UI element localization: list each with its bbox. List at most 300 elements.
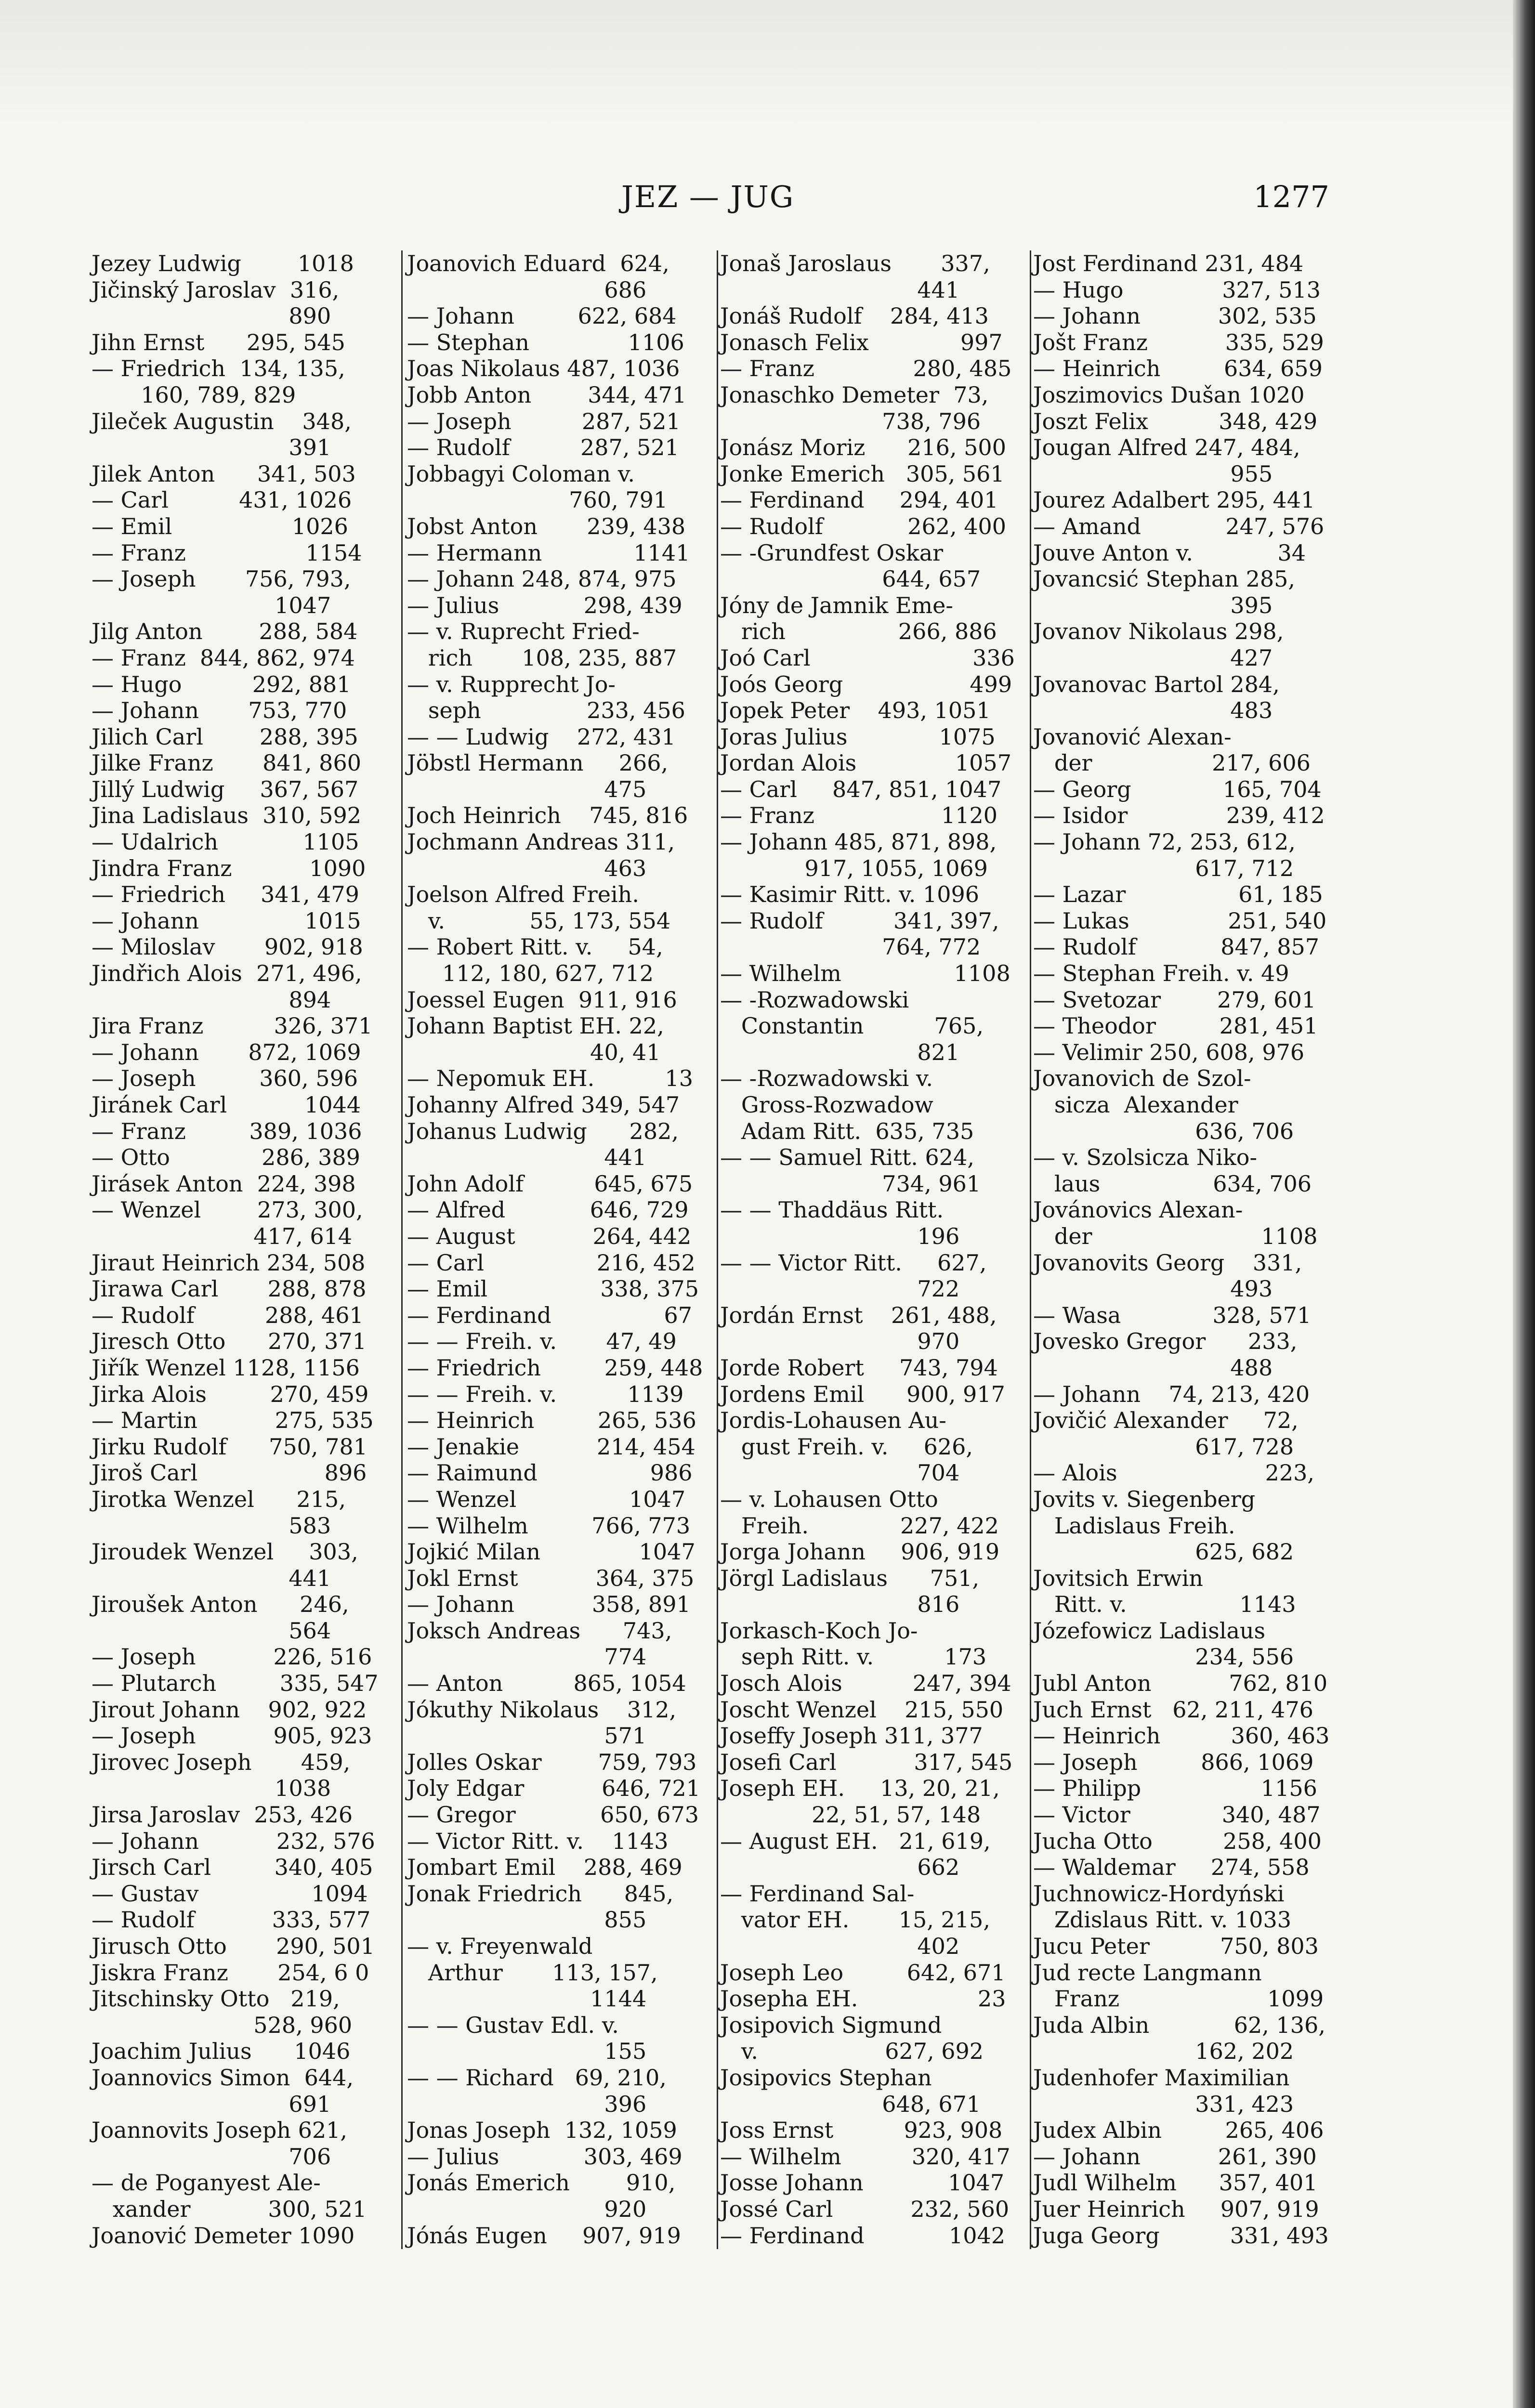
index-entry-line: Jonaš Jaroslaus 337, (720, 250, 990, 276)
index-entry-line: — v. Rupprecht Jo- (407, 671, 616, 697)
index-entry-line: — Kasimir Ritt. v. 1096 (720, 881, 980, 908)
index-entry-line: Joksch Andreas 743, (407, 1617, 672, 1644)
index-entry-line: — v. Ruprecht Fried- (407, 618, 640, 645)
index-entry-line: Jobb Anton 344, 471 (407, 381, 687, 408)
index-entry-line: — Julius 303, 469 (407, 2143, 682, 2170)
index-entry-line: 391 (92, 434, 331, 461)
index-entry-line: 475 (407, 776, 647, 802)
index-entry-line: — Ferdinand 1042 (720, 2222, 1006, 2249)
index-entry-line: — Stephan Freih. v. 49 (1033, 960, 1289, 987)
index-entry-line: — Alois 223, (1033, 1460, 1315, 1486)
index-entry-line: Jonász Moriz 216, 500 (720, 434, 1006, 461)
index-entry-line: — Joseph 226, 516 (92, 1644, 372, 1670)
index-entry-line: — Wilhelm 1108 (720, 960, 1010, 987)
index-entry-line: Joss Ernst 923, 908 (720, 2117, 1003, 2144)
index-entry-line: Joch Heinrich 745, 816 (407, 802, 688, 829)
index-entry-line: — Heinrich 634, 659 (1033, 355, 1323, 382)
index-entry-line: Ladislaus Freih. (1033, 1512, 1235, 1539)
index-columns (92, 250, 1334, 2249)
index-entry-line: — Johann 622, 684 (407, 303, 677, 329)
index-entry-line: — Ferdinand 67 (407, 1302, 693, 1328)
index-entry-line: Jirsa Jaroslav 253, 426 (92, 1802, 353, 1828)
index-entry-line: 112, 180, 627, 712 (407, 960, 654, 987)
index-entry-line: — Rudolf 847, 857 (1033, 934, 1320, 960)
index-entry-line: Constantin 765, (720, 1013, 984, 1039)
index-entry-line: — Johann 74, 213, 420 (1033, 1381, 1310, 1407)
index-entry-line: Jilich Carl 288, 395 (92, 723, 358, 750)
index-entry-line: 764, 772 (720, 934, 981, 960)
index-entry-line: — Waldemar 274, 558 (1033, 1854, 1310, 1881)
index-entry-line: Jordens Emil 900, 917 (720, 1381, 1005, 1407)
index-entry-line: 821 (720, 1039, 960, 1065)
index-column-2 (407, 250, 710, 2249)
index-entry-line: — Franz 280, 485 (720, 355, 1012, 382)
index-entry-line: 162, 202 (1033, 2038, 1294, 2065)
index-entry-line: v. 627, 692 (720, 2038, 984, 2065)
index-entry-line: — -Rozwadowski v. (720, 1065, 933, 1092)
index-entry-line: 894 (92, 986, 331, 1013)
index-entry-line: Johanny Alfred 349, 547 (407, 1092, 680, 1118)
index-entry-line: Jovanović Alexan- (1033, 723, 1232, 750)
index-entry-line: Josipovich Sigmund (720, 2012, 942, 2038)
index-entry-line: 617, 728 (1033, 1433, 1294, 1460)
index-entry-line: — Alfred 646, 729 (407, 1197, 689, 1223)
index-entry-line: — Anton 865, 1054 (407, 1670, 686, 1697)
index-entry-line: Jóny de Jamnik Eme- (720, 592, 953, 618)
index-entry-line: v. 55, 173, 554 (407, 907, 671, 934)
index-column-3 (720, 250, 1023, 2249)
index-entry-line: Jorde Robert 743, 794 (720, 1354, 998, 1381)
index-entry-line: — Johann 753, 770 (92, 697, 347, 724)
index-entry-line: Arthur 113, 157, (407, 1959, 658, 1986)
index-entry-line: Jovitsich Erwin (1033, 1565, 1203, 1591)
index-entry-line: Jiresch Otto 270, 371 (92, 1328, 367, 1355)
index-entry-line: Juchnowicz-Hordyński (1033, 1880, 1285, 1907)
index-entry-line: Jihn Ernst 295, 545 (92, 329, 345, 355)
index-entry-line: — Martin 275, 535 (92, 1407, 374, 1434)
index-entry-line: Judl Wilhelm 357, 401 (1033, 2170, 1318, 2196)
index-entry-line: Jirku Rudolf 750, 781 (92, 1433, 367, 1460)
index-entry-line: Jovanovac Bartol 284, (1033, 671, 1280, 697)
index-entry-line: — Rudolf 333, 577 (92, 1907, 371, 1933)
index-entry-line: Franz 1099 (1033, 1986, 1324, 2012)
index-entry-line: — — Freih. v. 1139 (407, 1381, 684, 1407)
index-entry-line: 890 (92, 303, 331, 329)
index-entry-line: 427 (1033, 644, 1273, 671)
index-entry-line: Juch Ernst 62, 211, 476 (1033, 1696, 1313, 1723)
index-entry-line: 583 (92, 1512, 331, 1539)
index-entry-line: — de Poganyest Ale- (92, 2170, 321, 2196)
index-entry-line: Jucu Peter 750, 803 (1033, 1933, 1319, 1959)
index-entry-line: Jourez Adalbert 295, 441 (1033, 487, 1315, 513)
index-entry-line: — Johann 248, 874, 975 (407, 566, 677, 592)
index-entry-line: Judex Albin 265, 406 (1033, 2117, 1324, 2144)
index-entry-line: — Johann 72, 253, 612, (1033, 829, 1296, 855)
index-entry-line: 691 (92, 2091, 331, 2117)
index-entry-line: — Otto 286, 389 (92, 1144, 360, 1171)
index-entry-line: Joó Carl 336 (720, 644, 1015, 671)
index-entry-line: Joszt Felix 348, 429 (1033, 408, 1318, 434)
index-entry-line: — Velimir 250, 608, 976 (1033, 1039, 1305, 1065)
index-entry-line: — Theodor 281, 451 (1033, 1013, 1318, 1039)
index-entry-line: — — Victor Ritt. 627, (720, 1249, 987, 1276)
index-entry-line: — Lazar 61, 185 (1033, 881, 1323, 908)
index-entry-line: der 217, 606 (1033, 750, 1311, 776)
index-entry-line: Joszimovics Dušan 1020 (1033, 381, 1305, 408)
index-entry-line: — — Freih. v. 47, 49 (407, 1328, 677, 1355)
column-divider (401, 250, 403, 2249)
index-entry-line: — -Grundfest Oskar (720, 539, 944, 566)
index-entry-line: — -Rozwadowski (720, 986, 909, 1013)
index-entry-line: Juda Albin 62, 136, (1033, 2012, 1325, 2038)
index-entry-line: Jonaschko Demeter 73, (720, 381, 989, 408)
index-entry-line: Freih. 227, 422 (720, 1512, 999, 1539)
index-entry-line: — Franz 1154 (92, 539, 362, 566)
index-entry-line: — Miloslav 902, 918 (92, 934, 363, 960)
index-entry-line: Jirka Alois 270, 459 (92, 1381, 369, 1407)
index-entry-line: Jubl Anton 762, 810 (1033, 1670, 1328, 1697)
index-entry-line: — v. Lohausen Otto (720, 1486, 938, 1512)
running-head: JEZ — JUG (621, 179, 795, 214)
index-entry-line: Jirovec Joseph 459, (92, 1749, 351, 1775)
index-entry-line: Joós Georg 499 (720, 671, 1012, 697)
index-entry-line: — Rudolf 262, 400 (720, 513, 1007, 539)
index-entry-line: 1047 (92, 592, 331, 618)
index-entry-line: — August EH. 21, 619, (720, 1828, 991, 1854)
index-entry-line: 493 (1033, 1276, 1273, 1302)
index-entry-line: rich 266, 886 (720, 618, 997, 645)
index-entry-line: Jirout Johann 902, 922 (92, 1696, 367, 1723)
index-entry-line: Jošt Franz 335, 529 (1033, 329, 1324, 355)
index-entry-line: laus 634, 706 (1033, 1170, 1312, 1197)
column-divider (1030, 250, 1031, 2249)
index-entry-line: Jochmann Andreas 311, (407, 829, 675, 855)
index-entry-line: Juga Georg 331, 493 (1033, 2222, 1329, 2249)
index-entry-line: Jonke Emerich 305, 561 (720, 460, 1005, 487)
index-entry-line: Josch Alois 247, 394 (720, 1670, 1011, 1697)
index-entry-line: Jirawa Carl 288, 878 (92, 1276, 367, 1302)
index-entry-line: — Raimund 986 (407, 1460, 693, 1486)
index-entry-line: Jovanovich de Szol- (1033, 1065, 1251, 1092)
index-entry-line: 734, 961 (720, 1170, 981, 1197)
index-entry-line: — — Richard 69, 210, (407, 2064, 667, 2091)
index-entry-line: Jovánovics Alexan- (1033, 1197, 1243, 1223)
index-entry-line: Jilg Anton 288, 584 (92, 618, 358, 645)
index-entry-line: — v. Freyenwald (407, 1933, 593, 1959)
index-entry-line: 40, 41 (407, 1039, 661, 1065)
index-entry-line: Jordan Alois 1057 (720, 750, 1011, 776)
index-entry-line: — Johann 872, 1069 (92, 1039, 361, 1065)
index-entry-line: Jucha Otto 258, 400 (1033, 1828, 1322, 1854)
index-entry-line: Jiroudek Wenzel 303, (92, 1539, 358, 1565)
index-entry-line: 816 (720, 1591, 960, 1618)
index-entry-line: 463 (407, 855, 647, 881)
index-column-4 (1033, 250, 1337, 2249)
index-entry-line: 686 (407, 276, 647, 303)
index-entry-line: Jezey Ludwig 1018 (92, 250, 354, 276)
index-entry-line: Joannovics Simon 644, (92, 2064, 354, 2091)
index-entry-line: — Carl 847, 851, 1047 (720, 776, 1002, 802)
index-entry-line: 917, 1055, 1069 (720, 855, 988, 881)
index-entry-line: 160, 789, 829 (92, 381, 296, 408)
index-entry-line: — August 264, 442 (407, 1223, 692, 1249)
index-entry-line: sicza Alexander (1033, 1092, 1238, 1118)
index-entry-line: 738, 796 (720, 408, 981, 434)
index-entry-line: — — Ludwig 272, 431 (407, 723, 676, 750)
index-entry-line: 564 (92, 1617, 331, 1644)
index-entry-line: — Johann 261, 390 (1033, 2143, 1317, 2170)
index-entry-line: Zdislaus Ritt. v. 1033 (1033, 1907, 1291, 1933)
index-entry-line: — Emil 338, 375 (407, 1276, 699, 1302)
index-entry-line: Adam Ritt. 635, 735 (720, 1118, 974, 1144)
index-entry-line: Joseph EH. 13, 20, 21, (720, 1775, 1000, 1802)
index-entry-line: Josse Johann 1047 (720, 2170, 1005, 2196)
index-entry-line: — Nepomuk EH. 13 (407, 1065, 694, 1092)
index-entry-line: — Joseph 905, 923 (92, 1723, 372, 1749)
index-entry-line: 1038 (92, 1775, 331, 1802)
page-number: 1277 (1253, 179, 1329, 214)
index-entry-line: — Isidor 239, 412 (1033, 802, 1325, 829)
index-entry-line: Jorkasch-Koch Jo- (720, 1617, 918, 1644)
index-entry-line: 483 (1033, 697, 1273, 724)
index-entry-line: Jouve Anton v. 34 (1033, 539, 1306, 566)
index-entry-line: — Friedrich 341, 479 (92, 881, 359, 908)
index-entry-line: Joanović Demeter 1090 (92, 2222, 355, 2249)
index-entry-line: Johann Baptist EH. 22, (407, 1013, 664, 1039)
index-entry-line: Joseph Leo 642, 671 (720, 1959, 1006, 1986)
index-entry-line: Jorga Johann 906, 919 (720, 1539, 1000, 1565)
index-entry-line: 774 (407, 1644, 647, 1670)
index-entry-line: Joseffy Joseph 311, 377 (720, 1723, 983, 1749)
index-column-1 (92, 250, 395, 2249)
index-entry-line: Jossé Carl 232, 560 (720, 2196, 1010, 2222)
index-entry-line: — Friedrich 134, 135, (92, 355, 345, 382)
index-entry-line: 528, 960 (92, 2012, 353, 2038)
index-entry-line: Jonak Friedrich 845, (407, 1880, 674, 1907)
index-entry-line: Jovesko Gregor 233, (1033, 1328, 1298, 1355)
index-entry-line: 441 (720, 276, 960, 303)
index-entry-line: Jirotka Wenzel 215, (92, 1486, 346, 1512)
index-entry-line: — Heinrich 360, 463 (1033, 1723, 1330, 1749)
index-entry-line: 955 (1033, 460, 1273, 487)
index-entry-line: 706 (92, 2143, 331, 2170)
index-entry-line: Jost Ferdinand 231, 484 (1033, 250, 1304, 276)
index-entry-line: — Joseph 866, 1069 (1033, 1749, 1314, 1775)
index-entry-line: Jirsch Carl 340, 405 (92, 1854, 373, 1881)
index-entry-line: Jougan Alfred 247, 484, (1033, 434, 1300, 461)
index-entry-line: — Rudolf 288, 461 (92, 1302, 364, 1328)
index-entry-line: 855 (407, 1907, 647, 1933)
index-entry-line: Jobbagyi Coloman v. (407, 460, 635, 487)
index-entry-line: Jojkić Milan 1047 (407, 1539, 695, 1565)
index-entry-line: Jörgl Ladislaus 751, (720, 1565, 980, 1591)
index-entry-line: — Robert Ritt. v. 54, (407, 934, 663, 960)
index-entry-line: Jókuthy Nikolaus 312, (407, 1696, 677, 1723)
index-entry-line: 488 (1033, 1354, 1273, 1381)
index-entry-line: John Adolf 645, 675 (407, 1170, 693, 1197)
index-entry-line: — Franz 844, 862, 974 (92, 644, 355, 671)
index-entry-line: Jiřík Wenzel 1128, 1156 (92, 1354, 360, 1381)
index-entry-line: — — Gustav Edl. v. (407, 2012, 619, 2038)
index-entry-line: Jonáš Rudolf 284, 413 (720, 303, 989, 329)
index-entry-line: 970 (720, 1328, 960, 1355)
index-entry-line: — Hermann 1141 (407, 539, 690, 566)
index-entry-line: — — Thaddäus Ritt. (720, 1197, 944, 1223)
index-entry-line: — Jenakie 214, 454 (407, 1433, 695, 1460)
page-header (92, 179, 1329, 218)
index-entry-line: Gross-Rozwadow (720, 1092, 933, 1118)
index-entry-line: — Wilhelm 320, 417 (720, 2143, 1010, 2170)
index-entry-line: 396 (407, 2091, 647, 2117)
index-entry-line: — Lukas 251, 540 (1033, 907, 1327, 934)
index-entry-line: — Victor 340, 487 (1033, 1802, 1321, 1828)
index-entry-line: — Hugo 327, 513 (1033, 276, 1321, 303)
index-entry-line: Joessel Eugen 911, 916 (407, 986, 677, 1013)
index-entry-line: — Johann 485, 871, 898, (720, 829, 997, 855)
index-entry-line: Joras Julius 1075 (720, 723, 996, 750)
index-entry-line: 155 (407, 2038, 647, 2065)
index-entry-line: — Gustav 1094 (92, 1880, 368, 1907)
index-entry-line: — Johann 232, 576 (92, 1828, 375, 1854)
index-entry-line: Jiroušek Anton 246, (92, 1591, 349, 1618)
index-entry-line: der 1108 (1033, 1223, 1318, 1249)
index-entry-line: — Friedrich 259, 448 (407, 1354, 703, 1381)
index-entry-line: 22, 51, 57, 148 (720, 1802, 981, 1828)
index-entry-line: Jirásek Anton 224, 398 (92, 1170, 356, 1197)
index-entry-line: Jilke Franz 841, 860 (92, 750, 361, 776)
index-entry-line: — Heinrich 265, 536 (407, 1407, 696, 1434)
index-entry-line: Jitschinsky Otto 219, (92, 1986, 340, 2012)
index-entry-line: 722 (720, 1276, 960, 1302)
index-entry-line: 625, 682 (1033, 1539, 1294, 1565)
index-entry-line: — Joseph 756, 793, (92, 566, 351, 592)
index-entry-line: — Franz 1120 (720, 802, 998, 829)
index-entry-line: 196 (720, 1223, 960, 1249)
index-entry-line: Jovanovits Georg 331, (1033, 1249, 1302, 1276)
index-entry-line: — Svetozar 279, 601 (1033, 986, 1316, 1013)
index-entry-line: Józefowicz Ladislaus (1033, 1617, 1266, 1644)
index-entry-line: — Victor Ritt. v. 1143 (407, 1828, 669, 1854)
index-entry-line: Jovanov Nikolaus 298, (1033, 618, 1284, 645)
index-entry-line: Jillý Ludwig 367, 567 (92, 776, 359, 802)
index-entry-line: Joanovich Eduard 624, (407, 250, 669, 276)
index-entry-line: Jopek Peter 493, 1051 (720, 697, 991, 724)
index-entry-line: Jiraut Heinrich 234, 508 (92, 1249, 366, 1276)
index-entry-line: Johanus Ludwig 282, (407, 1118, 679, 1144)
index-entry-line: 704 (720, 1460, 960, 1486)
index-entry-line: Jordán Ernst 261, 488, (720, 1302, 997, 1328)
index-entry-line: — Rudolf 341, 397, (720, 907, 999, 934)
index-entry-line: — Johann 302, 535 (1033, 303, 1317, 329)
index-entry-line: 402 (720, 1933, 960, 1959)
index-entry-line: — Wenzel 1047 (407, 1486, 686, 1512)
index-entry-line: Joelson Alfred Freih. (407, 881, 639, 908)
index-entry-line: Jovancsić Stephan 285, (1033, 566, 1296, 592)
index-entry-line: — — Samuel Ritt. 624, (720, 1144, 974, 1171)
index-entry-line: — v. Szolsicza Niko- (1033, 1144, 1257, 1171)
index-entry-line: Josipovics Stephan (720, 2064, 932, 2091)
index-entry-line: — Franz 389, 1036 (92, 1118, 362, 1144)
index-entry-line: — Philipp 1156 (1033, 1775, 1317, 1802)
index-entry-line: — Georg 165, 704 (1033, 776, 1322, 802)
index-entry-line: 648, 671 (720, 2091, 981, 2117)
index-entry-line: Jovičić Alexander 72, (1033, 1407, 1299, 1434)
index-entry-line: Joannovits Joseph 621, (92, 2117, 347, 2144)
index-entry-line: Joas Nikolaus 487, 1036 (407, 355, 680, 382)
index-entry-line: 331, 423 (1033, 2091, 1294, 2117)
index-entry-line: Jonasch Felix 997 (720, 329, 1003, 355)
index-entry-line: Jindřich Alois 271, 496, (92, 960, 362, 987)
index-entry-line: Jirusch Otto 290, 501 (92, 1933, 375, 1959)
index-entry-line: Jiroš Carl 896 (92, 1460, 367, 1486)
index-entry-line: — Julius 298, 439 (407, 592, 682, 618)
index-entry-line: — Carl 216, 452 (407, 1249, 695, 1276)
index-entry-line: rich 108, 235, 887 (407, 644, 677, 671)
index-entry-line: Jonás Emerich 910, (407, 2170, 676, 2196)
index-entry-line: — Carl 431, 1026 (92, 487, 352, 513)
index-entry-line: vator EH. 15, 215, (720, 1907, 990, 1933)
index-entry-line: 617, 712 (1033, 855, 1294, 881)
index-entry-line: Jiránek Carl 1044 (92, 1092, 361, 1118)
index-entry-line: Jöbstl Hermann 266, (407, 750, 669, 776)
index-entry-line: 571 (407, 1723, 647, 1749)
index-entry-line: — Wenzel 273, 300, (92, 1197, 363, 1223)
index-entry-line: 234, 556 (1033, 1644, 1294, 1670)
index-entry-line: Jilek Anton 341, 503 (92, 460, 356, 487)
index-entry-line: seph Ritt. v. 173 (720, 1644, 987, 1670)
index-entry-line: Jonas Joseph 132, 1059 (407, 2117, 677, 2144)
index-entry-line: xander 300, 521 (92, 2196, 367, 2222)
index-entry-line: — Wasa 328, 571 (1033, 1302, 1312, 1328)
index-entry-line: — Stephan 1106 (407, 329, 684, 355)
index-entry-line: 662 (720, 1854, 960, 1881)
index-entry-line: Jičinský Jaroslav 316, (92, 276, 340, 303)
index-entry-line: Joscht Wenzel 215, 550 (720, 1696, 1004, 1723)
index-entry-line: Josefi Carl 317, 545 (720, 1749, 1013, 1775)
index-entry-line: — Emil 1026 (92, 513, 348, 539)
index-entry-line: — Johann 1015 (92, 907, 361, 934)
index-entry-line: Jombart Emil 288, 469 (407, 1854, 682, 1881)
index-entry-line: — Wilhelm 766, 773 (407, 1512, 691, 1539)
index-entry-line: seph 233, 456 (407, 697, 685, 724)
index-entry-line: — Udalrich 1105 (92, 829, 359, 855)
index-entry-line: 441 (92, 1565, 331, 1591)
index-entry-line: Jina Ladislaus 310, 592 (92, 802, 362, 829)
index-entry-line: Jileček Augustin 348, (92, 408, 352, 434)
index-entry-line: Joachim Julius 1046 (92, 2038, 351, 2065)
index-entry-line: Jolles Oskar 759, 793 (407, 1749, 697, 1775)
index-entry-line: 417, 614 (92, 1223, 353, 1249)
index-entry-line: — Rudolf 287, 521 (407, 434, 679, 461)
index-entry-line: Jud recte Langmann (1033, 1959, 1262, 1986)
page-edge-shadow (1513, 0, 1535, 2408)
index-entry-line: — Joseph 360, 596 (92, 1065, 358, 1092)
index-entry-line: Jindra Franz 1090 (92, 855, 366, 881)
column-divider (717, 250, 718, 2249)
index-entry-line: gust Freih. v. 626, (720, 1433, 973, 1460)
index-entry-line: 1144 (407, 1986, 647, 2012)
index-entry-line: — Joseph 287, 521 (407, 408, 681, 434)
index-entry-line: — Plutarch 335, 547 (92, 1670, 379, 1697)
index-entry-line: — Ferdinand Sal- (720, 1880, 915, 1907)
index-entry-line: 441 (407, 1144, 647, 1171)
index-entry-line: Ritt. v. 1143 (1033, 1591, 1296, 1618)
index-entry-line: — Johann 358, 891 (407, 1591, 691, 1618)
index-entry-line: Jiskra Franz 254, 6 0 (92, 1959, 369, 1986)
index-entry-line: Joly Edgar 646, 721 (407, 1775, 701, 1802)
index-entry-line: Jónás Eugen 907, 919 (407, 2222, 681, 2249)
index-entry-line: Jordis-Lohausen Au- (720, 1407, 946, 1434)
